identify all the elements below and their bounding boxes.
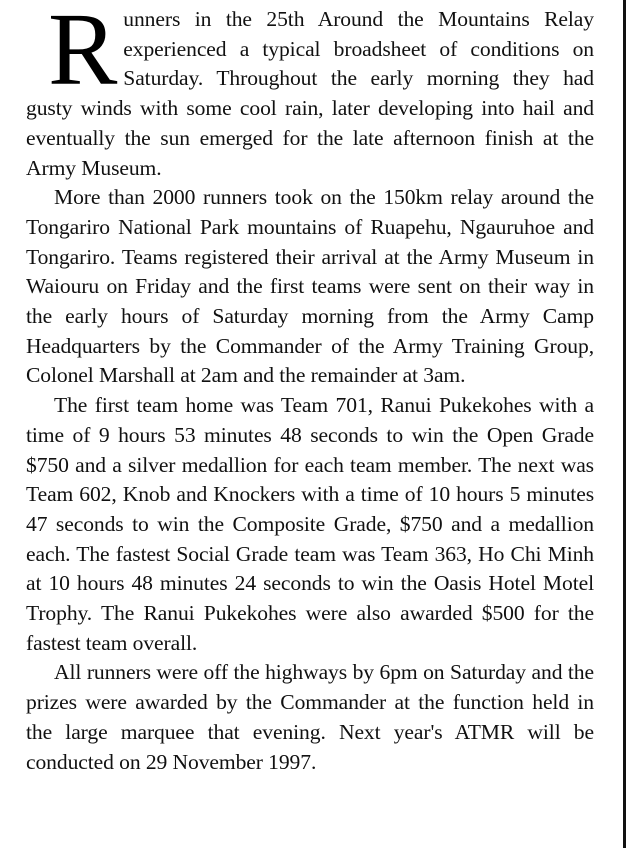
- paragraph-1: [26, 0, 594, 183]
- column-rule: [623, 0, 626, 848]
- paragraph-4: All runners were off the highways by 6pm on Saturday and the prizes were awarded by the Commander at the function held in the large marquee that evening. Next year's ATMR will be conducted on 29 November 1997.: [26, 660, 594, 774]
- paragraph-3: The first team home was Team 701, Ranui Pukekohes with a time of 9 hours 53 minutes 48 seconds to win the Open Grade $750 and a silver medallion for each team member. The next was Team 602, Knob and Knockers with a time of 10 hours 5 minutes 47 seconds to win the Composite Grade, $750 and a medallion each. The fastest Social Grade team was Team 363, Ho Chi Minh at 10 hours 48 minutes 24 seconds to win the Oasis Hotel Motel Trophy. The Ranui Pukekohes were also awarded $500 for the fastest team overall.: [26, 393, 594, 655]
- drop-cap: R: [48, 0, 118, 107]
- paragraph-1-text: unners in the 25th Around the Mountains Relay experienced a typical broadsheet of conditions on Saturday. Throughout the early morning they had gusty winds with some cool rain, later developing into hail and eventually the sun emerged for the late afternoon finish at the Army Museum.: [26, 7, 594, 180]
- paragraph-2: More than 2000 runners took on the 150km relay around the Tongariro National Park mountains of Ruapehu, Ngauruhoe and Tongariro. Teams registered their arrival at the Army Museum in Waiouru on Friday and the first teams were sent on their way in the early hours of Saturday morning from the Army Camp Headquarters by the Commander of the Army Training Group, Colonel Marshall at 2am and the remainder at 3am.: [26, 185, 594, 388]
- article-body: [26, 0, 594, 777]
